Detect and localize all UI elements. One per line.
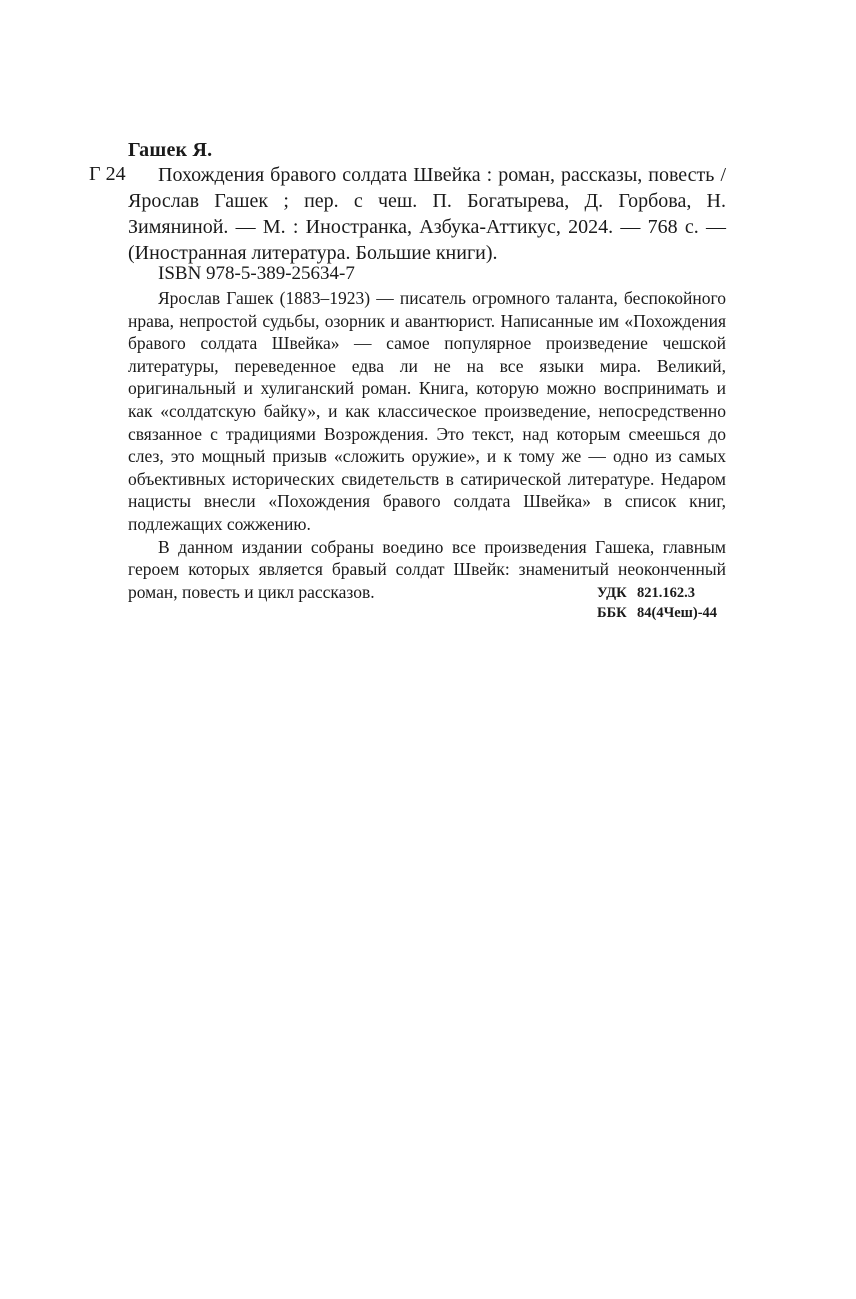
udk-row: [597, 583, 717, 603]
author-mark-code: Г 24: [89, 163, 126, 185]
annotation: [128, 287, 726, 603]
bibliographic-description: Похождения бравого солдата Швейка : роман, рассказы, повесть / Ярослав Гашек ; пер. с чеш. П. Богатырева, Д. Горбова, Н. Зимяниной. — М. : Иностранка, Азбука-Аттикус, 2024. — 768 с. — (Иностранная литература. Большие книги).: [128, 164, 726, 264]
bbk-row: [597, 603, 717, 623]
author-heading: Гашек Я.: [128, 139, 213, 161]
bbk-label: ББК: [597, 605, 627, 621]
bbk-value: 84(4Чеш)-44: [637, 605, 718, 621]
annotation-paragraph: Ярослав Гашек (1883–1923) — писатель огромного таланта, беспокойного нрава, непростой судьбы, озорник и авантюрист. Написанные им «Похождения бравого солдата Швейка» — самое популярное произведение чешской литературы, переведенное едва ли не на все языки мира. Великий, оригинальный и хулиганский роман. Книга, которую можно воспринимать и как «солдатскую байку», и как классическое произведение, непосредственно связанное с традициями Возрождения. Это текст, над которым смеешься до слез, это мощный призыв «сложить оружие», и к тому же — одно из самых объективных исторических свидетельств в сатирической литературе. Недаром нацисты внесли «Похождения бравого солдата Швейка» в список книг, подлежащих сожжению.: [128, 288, 726, 534]
annotation-paragraph: В данном издании собраны воедино все произведения Гашека, главным героем которых является бравый солдат Швейк: знаменитый неоконченный роман, повесть и цикл рассказов.: [128, 536, 726, 602]
udk-value: 821.162.3: [637, 585, 695, 601]
classification-codes: [597, 583, 717, 623]
isbn-line: ISBN 978-5-389-25634-7: [158, 263, 355, 284]
udk-label: УДК: [597, 585, 627, 601]
